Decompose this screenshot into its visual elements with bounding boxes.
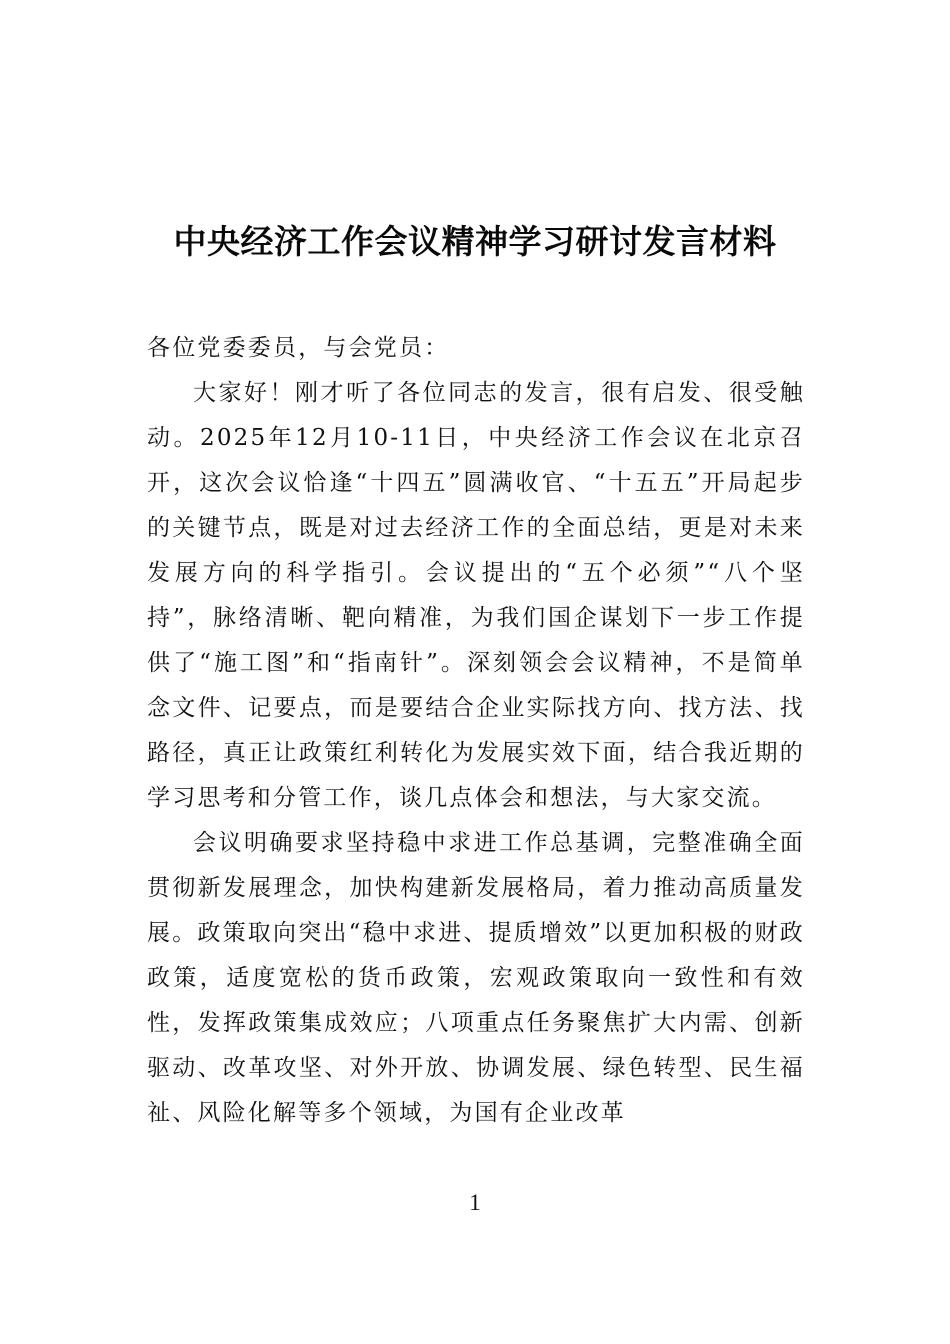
salutation: 各位党委委员，与会党员： <box>147 335 450 361</box>
paragraph-1: 大家好！刚才听了各位同志的发言，很有启发、很受触动。2025年12月10-11日，中央经济工作会议在北京召开，这次会议恰逢“十四五”圆满收官、“十五五”开局起步的关键节点，既是对过去经济工作的全面总结，更是对未来发展方向的科学指引。会议提出的“五个必须”“八个坚持”，脉络清晰、靶向精准，为我们国企谋划下一步工作提供了“施工图”和“指南针”。深刻领会会议精神，不是简单念文件、记要点，而是要结合企业实际找方向、找方法、找路径，真正让政策红利转化为发展实效下面，结合我近期的学习思考和分管工作，谈几点体会和想法，与大家交流。 <box>147 380 805 811</box>
page-number: 1 <box>469 1190 481 1215</box>
page-title: 中央经济工作会议精神学习研讨发言材料 <box>173 222 777 262</box>
document-body <box>147 326 805 1136</box>
paragraph-2: 会议明确要求坚持稳中求进工作总基调，完整准确全面贯彻新发展理念，加快构建新发展格局，着力推动高质量发展。政策取向突出“稳中求进、提质增效”以更加积极的财政政策，适度宽松的货币政策，宏观政策取向一致性和有效性，发挥政策集成效应；八项重点任务聚焦扩大内需、创新驱动、改革攻坚、对外开放、协调发展、绿色转型、民生福祉、风险化解等多个领域，为国有企业改革 <box>147 830 805 1126</box>
